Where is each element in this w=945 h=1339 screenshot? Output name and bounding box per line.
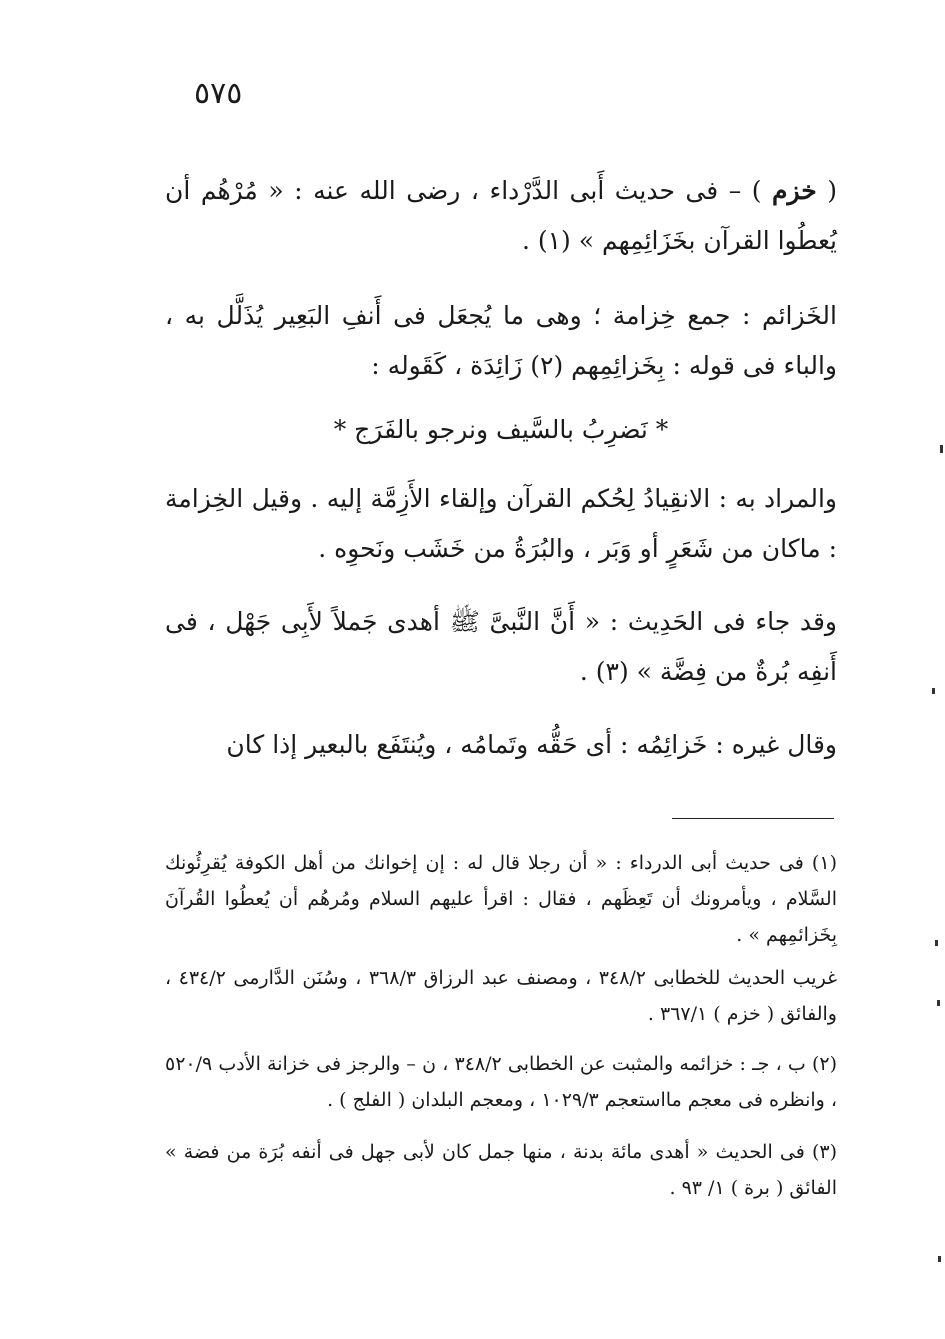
paragraph-hadith: وقد جاء فى الحَدِيث : « أَنَّ النَّبىَّ ﷺ أهدى جَملاً لأَبِى جَهْل ، فى أَنفِه بُرةٌ من فِضَّة » (٣) . <box>165 607 837 686</box>
margin-scan-mark <box>932 688 935 694</box>
entry-text: – فى حديث أَبى الدَّرْداء ، رضى الله عنه : « مُرْهُم أن يُعطُوا القرآن بخَزَائِمِهم » (١) . <box>165 176 837 255</box>
footnote-1-sources: غريب الحديث للخطابى ٣٤٨/٢ ، ومصنف عبد الرزاق ٣٦٨/٣ ، وسُنَن الدَّارمى ٤٣٤/٢ ، والفائق ( خزم ) ٣٦٧/١ . <box>165 967 837 1025</box>
verse-line: * نَضرِبُ بالسَّيف ونرجو بالفَرَج * <box>333 415 669 444</box>
margin-scan-mark <box>937 1000 940 1006</box>
margin-scan-mark <box>940 445 943 453</box>
paragraph-definition: الخَزائم : جمع خِزامة ؛ وهى ما يُجعَل فى أَنفِ البَعِير يُذَلَّل به ، والباء فى قوله : بِخَزائِمِهم (٢) زَائِدَة ، كَقَوله : <box>165 301 837 380</box>
footnote-3: (٣) فى الحديث « أهدى مائة بدنة ، منها جمل كان لأبى جهل فى أنفه بُرَة من فضة » الفائق ( برة ) ١/ ٩٣ . <box>165 1141 837 1199</box>
entry-paragraph <box>165 166 837 266</box>
paragraph-other-opinion: وقال غيره : خَزائِمُه : أى حَقُّه وتَمامُه ، ويُنتَفَع بالبعير إذا كان <box>226 730 837 759</box>
footnote-2: (٢) ب ، جـ : خزائمه والمثبت عن الخطابى ٣٤٨/٢ ، ن – والرجز فى خزانة الأدب ٥٢٠/٩ ، وانظره فى معجم مااستعجم ١٠٢٩/٣ ، ومعجم البلدان ( الفلج ) . <box>165 1053 837 1111</box>
margin-scan-mark <box>938 1256 941 1262</box>
page-number: ٥٧٥ <box>194 76 243 111</box>
paragraph-meaning: والمراد به : الانقِيادُ لِحُكم القرآن وإلقاء الأَزِمَّة إليه . وقيل الخِزامة : ماكان من شَعَرٍ أو وَبَر ، والبُرَةُ من خَشَب ونَحوِه . <box>165 484 837 563</box>
margin-scan-mark <box>935 940 938 946</box>
entry-open-paren: ( <box>816 176 838 205</box>
footnote-1: (١) فى حديث أبى الدرداء : « أن رجلا قال له : إن إخوانك من أهل الكوفة يُقرِئُونك السَّلام ، ويأمرونك أن تَعِظَهم ، فقال : اقرأ عليهم السلام ومُرهُم أن يُعطُوا القُرآنَ بِخَزائمِهم » . <box>165 852 837 946</box>
entry-lemma: خزم <box>772 176 817 205</box>
entry-close-paren: ) <box>751 176 773 205</box>
footnote-separator <box>672 818 834 819</box>
